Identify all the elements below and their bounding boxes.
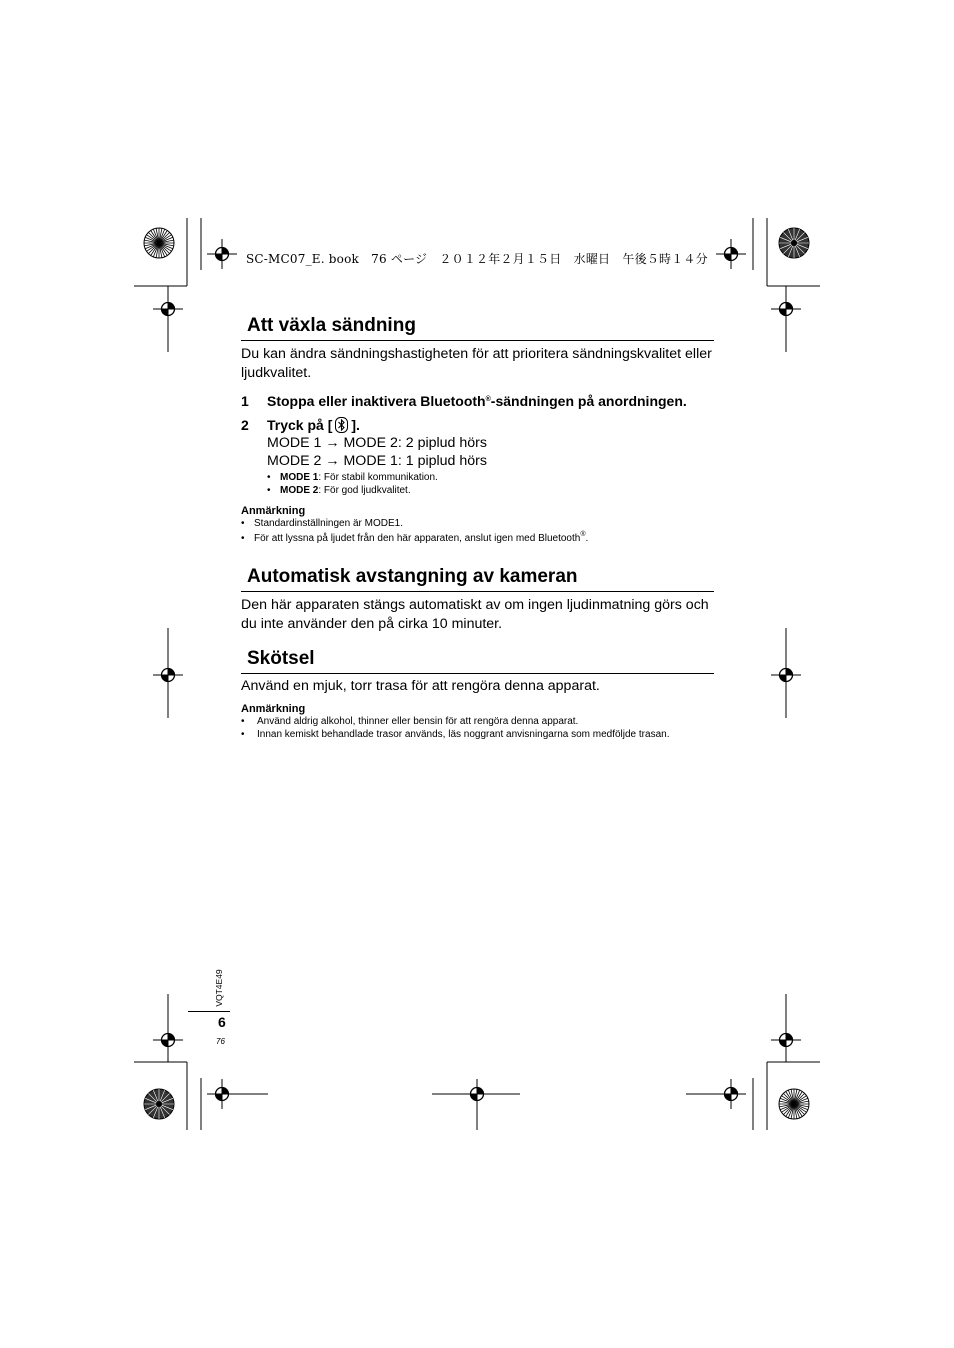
mode-bullet-bold: MODE 2 (280, 485, 319, 496)
doc-code-container (213, 967, 225, 1009)
bullet-dot: • (241, 729, 245, 740)
note-item-text: Använd aldrig alkohol, thinner eller bensin för att rengöra denna apparat. (257, 716, 579, 727)
mode-bullet (267, 485, 411, 496)
step2-text-b: ]. (351, 417, 360, 433)
bullet-dot: • (267, 472, 271, 483)
mode-bullet-bold: MODE 1 (280, 472, 319, 483)
mode-bullet-text: : För stabil kommunikation. (318, 472, 438, 483)
bullet-dot: • (267, 485, 271, 496)
mode-line-2: MODE 2 → MODE 1: 1 piplud hörs (267, 453, 487, 469)
note-item (241, 716, 578, 727)
book-header-line: SC-MC07_E. book 76 ページ ２０１２年２月１５日 水曜日 午後５時１４分 (246, 252, 708, 266)
section-title-auto-power-off: Automatisk avstangning av kameran (241, 566, 714, 592)
registered-mark: ® (485, 396, 491, 403)
bullet-dot: • (241, 716, 245, 727)
bluetooth-icon (335, 417, 348, 436)
mode-bullet (267, 472, 438, 483)
note-item (241, 531, 588, 544)
step1-number: 1 (241, 393, 249, 409)
section-title-switch-transmission: Att växla sändning (241, 315, 714, 341)
note-item (241, 729, 669, 740)
step1-text-a: Stoppa eller inaktivera Bluetooth (267, 393, 486, 409)
bullet-dot: • (241, 533, 245, 544)
section3-text: Använd en mjuk, torr trasa för att rengöra denna apparat. (241, 678, 600, 694)
note-item-text: Innan kemiskt behandlade trasor används, läs noggrant anvisningarna som medföljde trasan. (257, 729, 670, 740)
page-number: 6 (218, 1014, 226, 1030)
mode-bullet-text: : För god ljudkvalitet. (318, 485, 411, 496)
section-title-care: Skötsel (241, 648, 714, 674)
registered-mark: ® (580, 531, 586, 538)
page-number-rule (188, 1011, 230, 1012)
section2-text: Den här apparaten stängs automatiskt av om ingen ljudinmatning görs och du inte använder den på cirka 10 minuter. (241, 597, 709, 632)
bullet-dot: • (241, 518, 245, 529)
note-item (241, 518, 403, 529)
note-item-text: Standardinställningen är MODE1. (254, 518, 403, 529)
note-item-end: . (585, 533, 589, 544)
note-heading: Anmärkning (241, 703, 306, 715)
step2-text (267, 417, 360, 436)
page-number-small: 76 (216, 1037, 225, 1046)
step1-text-b: -sändningen på anordningen. (490, 393, 687, 409)
step1-text (267, 393, 687, 409)
doc-code: VQT4E49 (214, 969, 224, 1007)
step2-number: 2 (241, 417, 249, 433)
mode-line-1: MODE 1 → MODE 2: 2 piplud hörs (267, 435, 487, 451)
section1-intro: Du kan ändra sändningshastigheten för att prioritera sändningskvalitet eller ljudkvalitet. (241, 346, 712, 381)
step2-text-a: Tryck på [ (267, 417, 333, 433)
note-item-text: För att lyssna på ljudet från den här apparaten, anslut igen med Bluetooth (254, 533, 581, 544)
note-heading: Anmärkning (241, 505, 306, 517)
